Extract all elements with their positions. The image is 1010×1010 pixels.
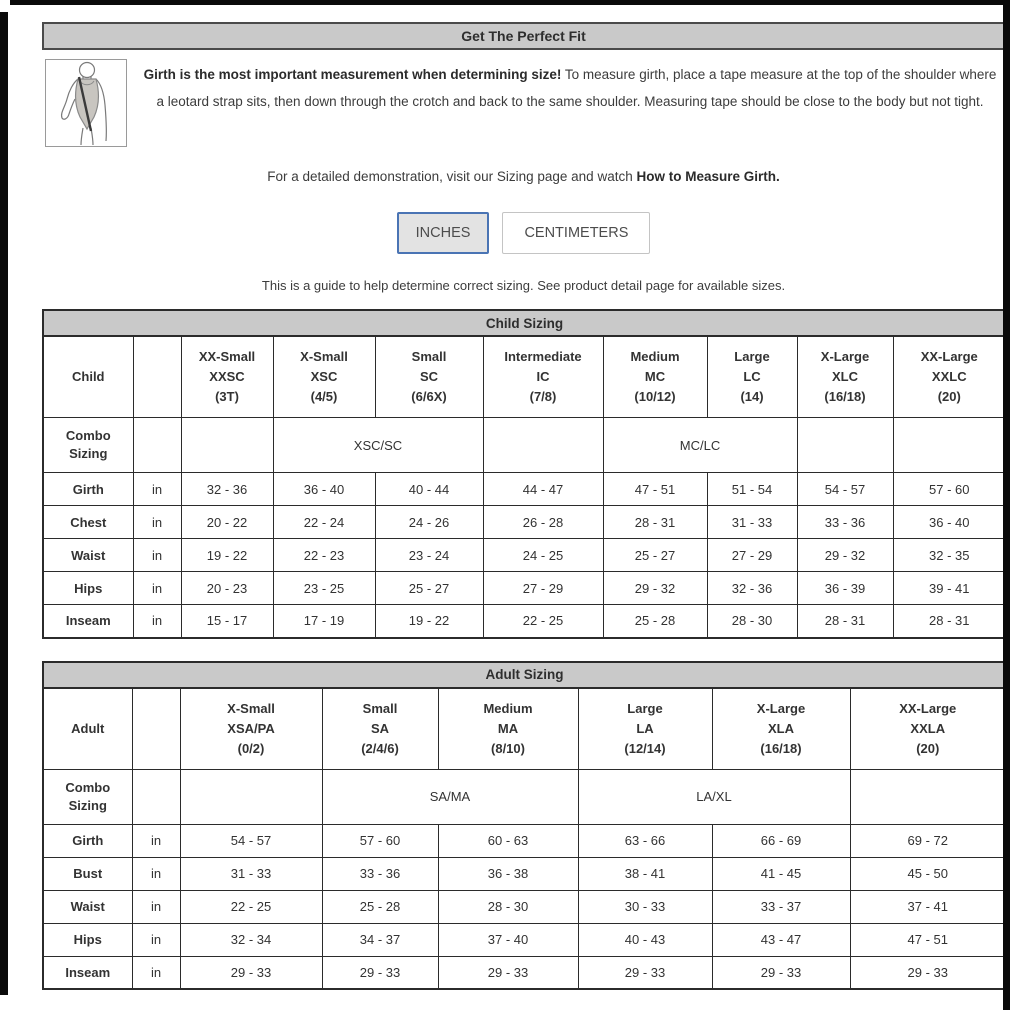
- child-chest-row: [43, 506, 1006, 539]
- child-waist-row: [43, 539, 1006, 572]
- size-cell: 33 - 37: [712, 890, 850, 923]
- row-label: Inseam: [43, 956, 132, 989]
- girth-instructions-rest: To measure girth, place a tape measure at the top of the shoulder where a leotard strap sits, then down through the crotch and back to the same shoulder. Measuring tape should be close to the body but not tight.: [156, 67, 997, 109]
- inches-button[interactable]: INCHES: [397, 212, 490, 254]
- size-cell: 19 - 22: [181, 539, 273, 572]
- unit-cell: in: [133, 605, 181, 638]
- child-sizing-table: [42, 309, 1007, 639]
- size-cell: 32 - 35: [893, 539, 1006, 572]
- size-cell: 23 - 25: [273, 572, 375, 605]
- unit-cell: in: [133, 506, 181, 539]
- size-cell: 29 - 33: [850, 956, 1006, 989]
- row-label: Inseam: [43, 605, 133, 638]
- adult-header-row: [43, 688, 1006, 770]
- size-cell: 29 - 33: [438, 956, 578, 989]
- size-cell: 29 - 32: [797, 539, 893, 572]
- adult-inseam-row: [43, 956, 1006, 989]
- size-cell: 24 - 25: [483, 539, 603, 572]
- size-cell: 32 - 36: [707, 572, 797, 605]
- combo-group: LA/XL: [578, 769, 850, 824]
- empty-cell: [180, 769, 322, 824]
- unit-cell: in: [132, 857, 180, 890]
- size-cell: 29 - 33: [578, 956, 712, 989]
- girth-instructions: [135, 61, 1005, 147]
- size-cell: 54 - 57: [797, 473, 893, 506]
- size-cell: 33 - 36: [322, 857, 438, 890]
- adult-hips-row: [43, 923, 1006, 956]
- intro-section: [42, 59, 1005, 147]
- empty-cell: [483, 418, 603, 473]
- size-cell: 36 - 39: [797, 572, 893, 605]
- size-cell: 26 - 28: [483, 506, 603, 539]
- size-cell: 29 - 33: [322, 956, 438, 989]
- size-cell: 25 - 27: [375, 572, 483, 605]
- size-cell: 28 - 31: [893, 605, 1006, 638]
- child-table-title: Child Sizing: [43, 310, 1006, 336]
- size-cell: 40 - 43: [578, 923, 712, 956]
- size-cell: 22 - 23: [273, 539, 375, 572]
- child-hips-row: [43, 572, 1006, 605]
- child-row-label: Child: [43, 336, 133, 418]
- size-cell: 39 - 41: [893, 572, 1006, 605]
- child-inseam-row: [43, 605, 1006, 638]
- row-label: Hips: [43, 923, 132, 956]
- size-cell: 27 - 29: [707, 539, 797, 572]
- combo-group: MC/LC: [603, 418, 797, 473]
- column-header: X-Large XLC (16/18): [797, 336, 893, 418]
- row-label: Bust: [43, 857, 132, 890]
- column-header: Large LC (14): [707, 336, 797, 418]
- size-cell: 40 - 44: [375, 473, 483, 506]
- row-label: Chest: [43, 506, 133, 539]
- unit-cell: in: [133, 473, 181, 506]
- size-cell: 69 - 72: [850, 824, 1006, 857]
- size-cell: 47 - 51: [850, 923, 1006, 956]
- row-label: Waist: [43, 890, 132, 923]
- girth-instructions-bold: Girth is the most important measurement when determining size!: [143, 67, 562, 82]
- demo-instruction-bold: How to Measure Girth.: [636, 169, 780, 184]
- column-header: XX-Large XXLA (20): [850, 688, 1006, 770]
- column-header: Small SC (6/6X): [375, 336, 483, 418]
- size-cell: 63 - 66: [578, 824, 712, 857]
- size-cell: 57 - 60: [322, 824, 438, 857]
- column-header: X-Small XSC (4/5): [273, 336, 375, 418]
- size-cell: 57 - 60: [893, 473, 1006, 506]
- empty-cell: [181, 418, 273, 473]
- size-cell: 29 - 32: [603, 572, 707, 605]
- size-cell: 20 - 22: [181, 506, 273, 539]
- size-cell: 25 - 28: [603, 605, 707, 638]
- column-header: Medium MA (8/10): [438, 688, 578, 770]
- column-header: Intermediate IC (7/8): [483, 336, 603, 418]
- column-header: Large LA (12/14): [578, 688, 712, 770]
- size-cell: 30 - 33: [578, 890, 712, 923]
- leotard-figure-icon: [47, 61, 125, 145]
- adult-row-label: Adult: [43, 688, 132, 770]
- size-cell: 34 - 37: [322, 923, 438, 956]
- girth-measurement-diagram: [45, 59, 127, 147]
- unit-cell: in: [132, 923, 180, 956]
- adult-bust-row: [43, 857, 1006, 890]
- size-cell: 23 - 24: [375, 539, 483, 572]
- empty-cell: [797, 418, 893, 473]
- row-label: Waist: [43, 539, 133, 572]
- size-cell: 32 - 34: [180, 923, 322, 956]
- size-cell: 54 - 57: [180, 824, 322, 857]
- size-cell: 27 - 29: [483, 572, 603, 605]
- size-cell: 15 - 17: [181, 605, 273, 638]
- unit-cell: in: [133, 539, 181, 572]
- size-cell: 25 - 27: [603, 539, 707, 572]
- child-header-row: [43, 336, 1006, 418]
- size-cell: 20 - 23: [181, 572, 273, 605]
- page-title: [42, 22, 1005, 50]
- centimeters-button[interactable]: CENTIMETERS: [502, 212, 650, 254]
- size-cell: 43 - 47: [712, 923, 850, 956]
- size-cell: 36 - 40: [273, 473, 375, 506]
- size-cell: 29 - 33: [180, 956, 322, 989]
- adult-girth-row: [43, 824, 1006, 857]
- unit-cell: in: [132, 824, 180, 857]
- frame-left-border: [0, 12, 8, 995]
- size-cell: 37 - 41: [850, 890, 1006, 923]
- column-header: XX-Small XXSC (3T): [181, 336, 273, 418]
- size-cell: 28 - 30: [438, 890, 578, 923]
- combo-sizing-label: Combo Sizing: [43, 769, 132, 824]
- unit-toggle: [42, 212, 1005, 254]
- size-cell: 19 - 22: [375, 605, 483, 638]
- column-header: X-Large XLA (16/18): [712, 688, 850, 770]
- adult-combo-row: [43, 769, 1006, 824]
- adult-sizing-table: [42, 661, 1007, 991]
- empty-cell: [132, 688, 180, 770]
- size-cell: 47 - 51: [603, 473, 707, 506]
- empty-cell: [132, 769, 180, 824]
- row-label: Girth: [43, 473, 133, 506]
- combo-group: SA/MA: [322, 769, 578, 824]
- column-header: XX-Large XXLC (20): [893, 336, 1006, 418]
- size-cell: 17 - 19: [273, 605, 375, 638]
- size-cell: 44 - 47: [483, 473, 603, 506]
- size-cell: 37 - 40: [438, 923, 578, 956]
- demo-instruction: [42, 169, 1005, 184]
- size-cell: 28 - 31: [603, 506, 707, 539]
- size-cell: 28 - 30: [707, 605, 797, 638]
- child-girth-row: [43, 473, 1006, 506]
- size-cell: 36 - 40: [893, 506, 1006, 539]
- size-cell: 51 - 54: [707, 473, 797, 506]
- column-header: X-Small XSA/PA (0/2): [180, 688, 322, 770]
- empty-cell: [133, 336, 181, 418]
- size-cell: 31 - 33: [707, 506, 797, 539]
- size-cell: 25 - 28: [322, 890, 438, 923]
- size-cell: 33 - 36: [797, 506, 893, 539]
- combo-sizing-label: Combo Sizing: [43, 418, 133, 473]
- column-header: Medium MC (10/12): [603, 336, 707, 418]
- size-cell: 24 - 26: [375, 506, 483, 539]
- empty-cell: [893, 418, 1006, 473]
- size-cell: 22 - 25: [483, 605, 603, 638]
- demo-instruction-text: For a detailed demonstration, visit our Sizing page and watch: [267, 169, 637, 184]
- unit-cell: in: [132, 956, 180, 989]
- column-header: Small SA (2/4/6): [322, 688, 438, 770]
- row-label: Girth: [43, 824, 132, 857]
- size-cell: 32 - 36: [181, 473, 273, 506]
- size-cell: 66 - 69: [712, 824, 850, 857]
- empty-cell: [133, 418, 181, 473]
- size-cell: 22 - 24: [273, 506, 375, 539]
- row-label: Hips: [43, 572, 133, 605]
- size-cell: 29 - 33: [712, 956, 850, 989]
- unit-cell: in: [133, 572, 181, 605]
- child-combo-row: [43, 418, 1006, 473]
- combo-group: XSC/SC: [273, 418, 483, 473]
- size-cell: 45 - 50: [850, 857, 1006, 890]
- size-cell: 41 - 45: [712, 857, 850, 890]
- adult-table-title: Adult Sizing: [43, 662, 1006, 688]
- unit-cell: in: [132, 890, 180, 923]
- adult-waist-row: [43, 890, 1006, 923]
- size-cell: 22 - 25: [180, 890, 322, 923]
- size-cell: 31 - 33: [180, 857, 322, 890]
- empty-cell: [850, 769, 1006, 824]
- size-cell: 28 - 31: [797, 605, 893, 638]
- size-cell: 36 - 38: [438, 857, 578, 890]
- guide-note: This is a guide to help determine correct sizing. See product detail page for available sizes.: [261, 278, 786, 293]
- page-title-text: Get The Perfect Fit: [461, 28, 586, 44]
- frame-right-border: [1003, 5, 1010, 1010]
- frame-top-border: [10, 0, 1010, 5]
- size-cell: 38 - 41: [578, 857, 712, 890]
- size-cell: 60 - 63: [438, 824, 578, 857]
